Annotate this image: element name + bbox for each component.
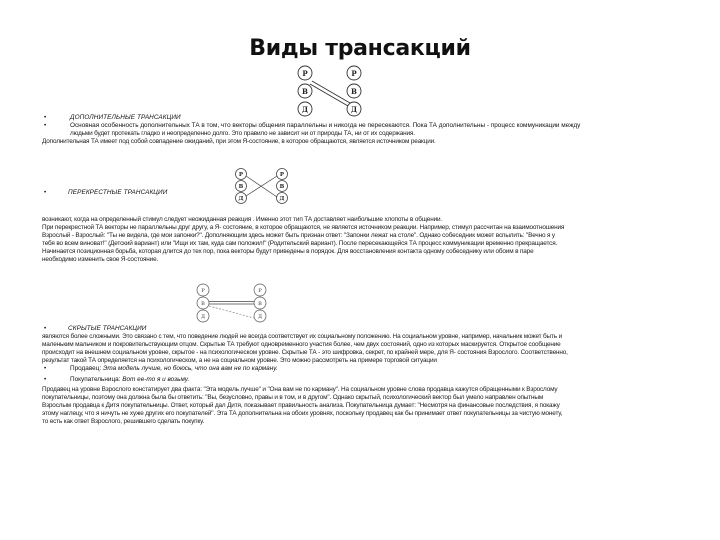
crossed-line-6: необходимо изменить свое Я-состояние.	[42, 256, 159, 263]
svg-text:Р: Р	[258, 288, 262, 294]
crossed-line-3: Взрослый - Взрослый: "Ты не видела, где мои запонки?". Дополняющим здесь может быть признан ответ: "Запонки лежат на столе". Однако собеседник может вспылить: "Вечно я у	[42, 232, 555, 239]
ego-child-left: Д	[301, 105, 309, 114]
svg-text:Р: Р	[279, 172, 285, 178]
crossed-line-5: Начинается позиционная борьба, которая длится до тех пор, пока векторы будут приведены в порядок. Для восстановления контакта одному собеседнику или обоим в паре	[42, 248, 534, 255]
svg-text:Д: Д	[200, 314, 206, 320]
ulterior-line-4: результат такой ТА определяется на психологическом, а не на социальном уровне. Это можно рассмотреть на примере торговой ситуации	[42, 357, 437, 364]
svg-text:В: В	[201, 301, 205, 307]
complementary-paragraph: Дополнительная ТА имеет под собой совпадение ожиданий, при этом Я-состояние, в которое обращаются, является источником реакции.	[42, 138, 436, 145]
dialogue-phrase-buyer: Вот ее-то я и возьму.	[122, 376, 190, 383]
ulterior-line-3: происходит на внешнем социальном уровне, скрытое - на психологическом уровне. Скрытые ТА - это шифровка, секрет, по крайней мере, для Я- состояния Взрослого. Соответственно,	[42, 349, 568, 356]
slide-title: Виды трансакций	[249, 36, 471, 61]
dialogue-speaker-buyer: Покупательница:	[70, 376, 123, 383]
svg-text:Р: Р	[201, 288, 205, 294]
bullet-icon: •	[44, 325, 47, 332]
dialogue-phrase-seller: Эта модель лучше, но боюсь, что она вам не по карману.	[102, 365, 278, 372]
ulterior-closing-line-5: то есть как ответ Взрослого, решившего сделать покупку.	[42, 418, 205, 425]
complementary-transaction-diagram	[294, 64, 374, 124]
ulterior-closing-line-2: покупательницы, поэтому она должна была бы ответить: "Вы, безусловно, правы и в том, и в другом". Однако скрытый, психологический вектор был умело направлен опытным	[42, 394, 544, 401]
bullet-icon: •	[44, 114, 47, 121]
svg-text:Р: Р	[238, 172, 244, 178]
crossed-transaction-diagram	[232, 168, 292, 208]
crossed-line-4: тебя во всем виноват!" (Детский вариант) или "Ищи их там, куда сам положил!" (Родительский вариант). После пересекающейся ТА процесс коммуникации временно прекращается.	[42, 240, 558, 247]
bullet-icon: •	[44, 122, 47, 129]
bullet-icon: •	[44, 365, 47, 372]
svg-text:Д: Д	[238, 196, 244, 202]
crossed-line-1: возникают, когда на определенный стимул следует неожиданная реакция . Именно этот тип ТА доставляет наибольшие хлопоты в общении.	[42, 216, 443, 223]
ulterior-closing-line-3: Взрослым продавца к Дитя покупательницы. Ответ, который дал Дитя, показывает правильность анализа. Покупательница думает: "Несмотря на финансовые последствия, я покажу	[42, 402, 560, 409]
ego-parent-left: Р	[302, 69, 308, 78]
ulterior-closing-line-1: Продавец на уровне Взрослого констатирует два факта: "Эта модель лучше" и "Она вам не по карману". На социальном уровне слова продавца кажутся обращенными к Взрослому	[42, 386, 558, 393]
crossed-heading: ПЕРЕКРЕСТНЫЕ ТРАНСАКЦИИ	[68, 189, 168, 196]
ego-parent-right: Р	[351, 69, 357, 78]
ulterior-heading: СКРЫТЫЕ ТРАНСАКЦИИ	[68, 325, 147, 332]
ego-adult-left: В	[302, 87, 308, 96]
ego-adult-right: В	[351, 87, 357, 96]
ulterior-transaction-diagram	[194, 282, 274, 326]
dialogue-speaker-seller: Продавец:	[70, 365, 103, 372]
ego-child-right: Д	[350, 105, 358, 114]
complementary-bullet-line-1: Основная особенность дополнительных ТА в том, что векторы общения параллельны и никогда не пересекаются. Пока ТА дополнительны - процесс коммуникации между	[70, 122, 581, 129]
bullet-icon: •	[44, 376, 47, 383]
complementary-bullet-line-2: людьми будет протекать гладко и неопределенно долго. Это правило не зависит ни от природы ТА, ни от их содержания.	[70, 130, 415, 137]
svg-text:Д: Д	[257, 314, 263, 320]
svg-text:В: В	[258, 301, 262, 307]
svg-text:Д: Д	[279, 196, 285, 202]
ulterior-line-1: являются более сложными. Это связано с тем, что поведение людей не всегда соответствует их социальному положению. На социальном уровне, например, начальник может быть и	[42, 333, 562, 340]
svg-text:В: В	[279, 184, 285, 190]
complementary-heading: ДОПОЛНИТЕЛЬНЫЕ ТРАНСАКЦИИ	[70, 114, 181, 121]
ulterior-line-2: маленьким мальчиком и покровительствующим отцом. Скрытые ТА требуют одновременного участия более, чем двух состояний, одно из которых маскируется. Открытое сообщение	[42, 341, 561, 348]
crossed-line-2: При перекрестной ТА векторы не параллельны друг другу, а Я- состояние, в которое обращаются, не является источником реакции. Например, стимул рассчитан на взаимоотношения	[42, 224, 565, 231]
ulterior-closing-line-4: этому наглецу, что я ничуть не хуже других его покупателей". Эта ТА дополнительна на обоих уровнях, поскольку продавец как бы принимает ответ покупательницы за чистую монету,	[42, 410, 563, 417]
bullet-icon: •	[44, 189, 47, 196]
svg-text:В: В	[238, 184, 244, 190]
